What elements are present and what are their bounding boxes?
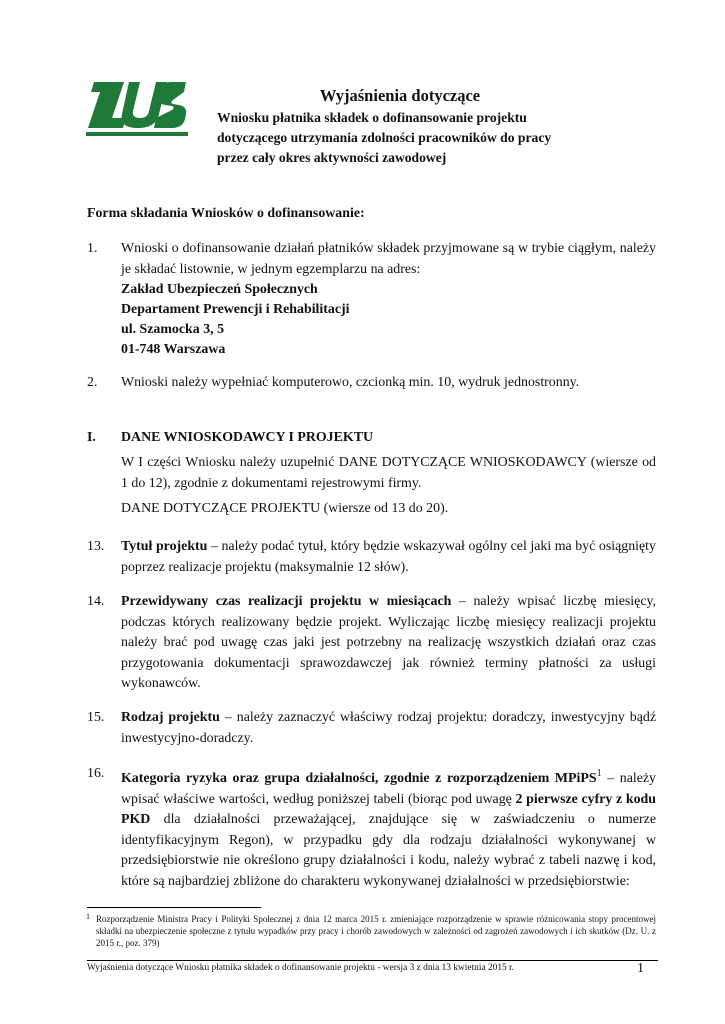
item-16-bold-2: 2 pierwsze cyfry z kodu PKD [121,791,656,827]
footer-text: Wyjaśnienia dotyczące Wniosku płatnika składek o dofinansowanie projektu - wersja 3 z dnia 13 kwietnia 2015 r. [87,963,515,973]
address-line-1: Zakład Ubezpieczeń Społecznych [121,282,318,297]
item-14-text [121,592,656,695]
item-2-number: 2. [87,375,98,390]
footnote [86,912,656,949]
item-15-body: – należy zaznaczyć właściwy rodzaj projektu: doradczy, inwestycyjny bądź inwestycyjno-doradczy. [121,710,656,746]
footnote-ref[interactable]: 1 [596,768,602,779]
item-15-number: 15. [87,710,105,725]
item-13-bold: Tytuł projektu [121,539,208,554]
item-16-bold: Kategoria ryzyka oraz grupa działalności, zgodnie z rozporządzeniem MPiPS [121,771,597,786]
section-1-number: I. [87,430,96,445]
subtitle-line-1: Wniosku płatnika składek o dofinansowanie projektu [217,110,527,125]
item-14-number: 14. [87,594,105,609]
item-15-bold: Rodzaj projektu [121,710,220,725]
item-1-number: 1. [87,241,98,256]
item-14-body: – należy wpisać liczbę miesięcy, podczas których realizowany będzie projekt. Wyliczając liczbę miesięcy realizacji projektu należy brać pod uwagę czas jaki jest potrzebny na realizację wszystkich działań oraz czas przygotowania dokumentacji sprawozdawczej jak również terminy płatności za usługi wykonawców. [121,594,657,691]
footnote-number: 1 [86,912,90,921]
item-16-body-a: – należy wpisać właściwe wartości, według poniższej tabeli (biorąc pod uwagę [121,771,656,807]
item-1-text: Wnioski o dofinansowanie działań płatników składek przyjmowane są w trybie ciągłym, należy je składać listownie, w jednym egzemplarzu na adres: [121,241,656,277]
item-13-number: 13. [87,539,105,554]
address-line-2: Departament Prewencji i Rehabilitacji [121,302,350,317]
document-title: Wyjaśnienia dotyczące [319,86,481,105]
address-line-3: ul. Szamocka 3, 5 [121,322,225,337]
footnote-text: Rozporządzenie Ministra Pracy i Polityki Społecznej z dnia 12 marca 2015 r. zmieniające rozporządzenie w sprawie różnicowania stopy procentowej składki na ubezpieczenie społeczne z tytułu wypadków przy pracy i chorób zawodowych w zależności od zagrożeń zawodowych i ich skutków (Dz. U. z 2015 r., poz. 379) [96,914,656,948]
section-1-heading: DANE WNIOSKODAWCY I PROJEKTU [121,430,373,445]
item-16-text [121,764,656,892]
footnote-divider [87,907,261,908]
subtitle-line-2: dotyczącego utrzymania zdolności pracowników do pracy [217,130,552,145]
item-13-text [121,537,656,578]
section-1-para-2: DANE DOTYCZĄCE PROJEKTU (wiersze od 13 do 20). [121,501,449,516]
address-line-4: 01-748 Warszawa [121,342,226,357]
item-15-text [121,708,656,749]
footer-divider [87,960,658,961]
zus-logo [86,78,188,136]
section-1-para-1: W I części Wniosku należy uzupełnić DANE DOTYCZĄCE WNIOSKODAWCY (wiersze od 1 do 12), zgodnie z dokumentami rejestrowymi firmy. [121,455,656,491]
item-16-body-b: dla działalności przeważającej, znajdujące się w zaświadczeniu o numerze identyfikacyjnym Regon), w przypadku gdy dla rodzaju działalności wykonywanej w przedsiębiorstwie nie określono grupy działalności i kodu, należy wybrać z tabeli nazwę i kod, które są najbardziej zbliżone do charakteru wykonywanej działalności w przedsiębiorstwie: [121,812,656,889]
subtitle-line-3: przez cały okres aktywności zawodowej [217,150,447,165]
item-13-body: – należy podać tytuł, który będzie wskazywał ogólny cel jaki ma być osiągnięty poprzez realizacje projektu (maksymalnie 12 słów). [121,539,656,575]
item-16-number: 16. [87,766,105,781]
item-2-text: Wnioski należy wypełniać komputerowo, czcionką min. 10, wydruk jednostronny. [121,375,580,390]
item-14-bold: Przewidywany czas realizacji projektu w miesiącach [121,594,452,609]
form-heading: Forma składania Wniosków o dofinansowanie: [87,206,365,221]
page-number: 1 [637,961,644,976]
